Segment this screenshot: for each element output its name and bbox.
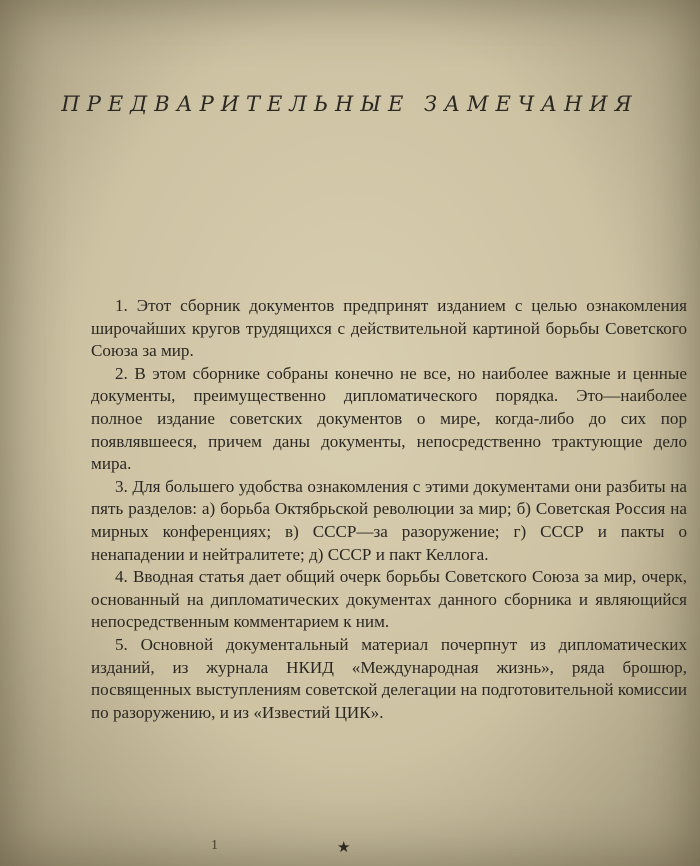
paragraph-5: 5. Основной документальный материал почерпнут из дипломатических изданий, из журнала НКИД «Международная жизнь», ряда брошюр, посвященных выступлениям советской делегации на подготовительной комиссии по разоружению, и из «Известий ЦИК». <box>91 634 687 722</box>
page-heading: ПРЕДВАРИТЕЛЬНЫЕ ЗАМЕЧАНИЯ <box>61 92 639 116</box>
paragraph-4: 4. Вводная статья дает общий очерк борьбы Советского Союза за мир, очерк, основанный на дипломатических документах данного сборника и являющийся непосредственным комментарием к ним. <box>91 567 687 632</box>
star-icon: ★ <box>337 838 351 856</box>
body-text <box>91 295 687 724</box>
signature-mark: 1 <box>211 838 218 853</box>
paragraph-2: 2. В этом сборнике собраны конечно не все, но наиболее важные и ценные документы, преимущественно дипломатического порядка. Это—наиболее полное издание советских документов о мире, когда-либо до сих пор появлявшееся, причем даны документы, непосредственно трактующие дело мира. <box>91 363 687 474</box>
paragraph-1: 1. Этот сборник документов предпринят изданием с целью ознакомления широчайших кругов трудящихся с действительной картиной борьбы Советского Союза за мир. <box>91 296 687 361</box>
paragraph-3: 3. Для большего удобства ознакомления с этими документами они разбиты на пять разделов: а) борьба Октябрьской революции за мир; б) Советская Россия на мирных конференциях; в) СССР—за разоружение; г) СССР и пакты о ненападении и нейтралитете; д) СССР и пакт Келлога. <box>91 476 687 564</box>
